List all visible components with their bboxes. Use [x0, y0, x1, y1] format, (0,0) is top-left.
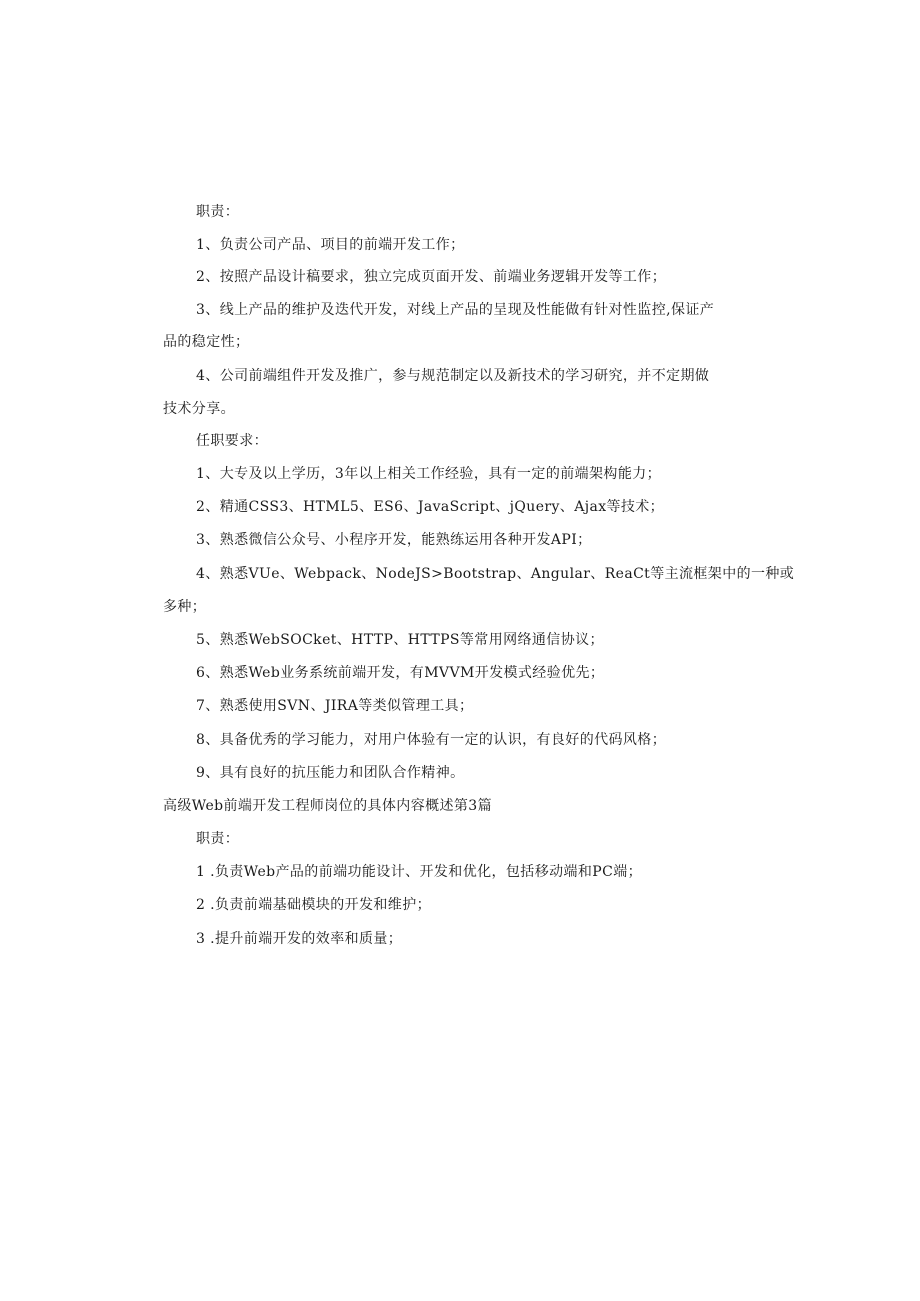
list-item: 1 .负责Web产品的前端功能设计、开发和优化，包括移动端和PC端； [196, 864, 643, 880]
list-item: 4、公司前端组件开发及推广，参与规范制定以及新技术的学习研究，并不定期做 [196, 368, 710, 384]
list-item-continuation: 多种； [163, 599, 207, 615]
list-item: 1、大专及以上学历，3年以上相关工作经验，具有一定的前端架构能力； [196, 466, 662, 482]
list-item: 3、线上产品的维护及迭代开发，对线上产品的呈现及性能做有针对性监控,保证产 [196, 302, 715, 318]
list-item: 5、熟悉WebSOCket、HTTP、HTTPS等常用网络通信协议； [196, 632, 604, 648]
article-title: 高级Web前端开发工程师岗位的具体内容概述第3篇 [163, 798, 493, 814]
list-item: 9、具有良好的抗压能力和团队合作精神。 [196, 765, 465, 781]
section-heading-requirements: 任职要求： [196, 433, 268, 449]
list-item: 6、熟悉Web业务系统前端开发，有MVVM开发模式经验优先； [196, 665, 605, 681]
list-item-continuation: 技术分享。 [163, 401, 235, 417]
list-item: 1、负责公司产品、项目的前端开发工作； [196, 237, 465, 253]
list-item: 2 .负责前端基础模块的开发和维护； [196, 897, 432, 913]
section-heading-duties-2: 职责： [196, 831, 240, 847]
list-item: 2、精通CSS3、HTML5、ES6、JavaScript、jQuery、Ajax等技术； [196, 499, 665, 515]
section-heading-duties: 职责： [196, 204, 240, 220]
list-item: 3、熟悉微信公众号、小程序开发，能熟练运用各种开发API； [196, 532, 592, 548]
list-item: 2、按照产品设计稿要求，独立完成页面开发、前端业务逻辑开发等工作； [196, 269, 667, 285]
list-item-continuation: 品的稳定性； [163, 334, 250, 350]
list-item: 4、熟悉VUe、Webpack、NodeJS>Bootstrap、Angular、ReaCt等主流框架中的一种或 [196, 566, 795, 582]
list-item: 3 .提升前端开发的效率和质量； [196, 931, 403, 947]
list-item: 8、具备优秀的学习能力，对用户体验有一定的认识，有良好的代码风格； [196, 732, 667, 748]
list-item: 7、熟悉使用SVN、JIRA等类似管理工具； [196, 698, 474, 714]
